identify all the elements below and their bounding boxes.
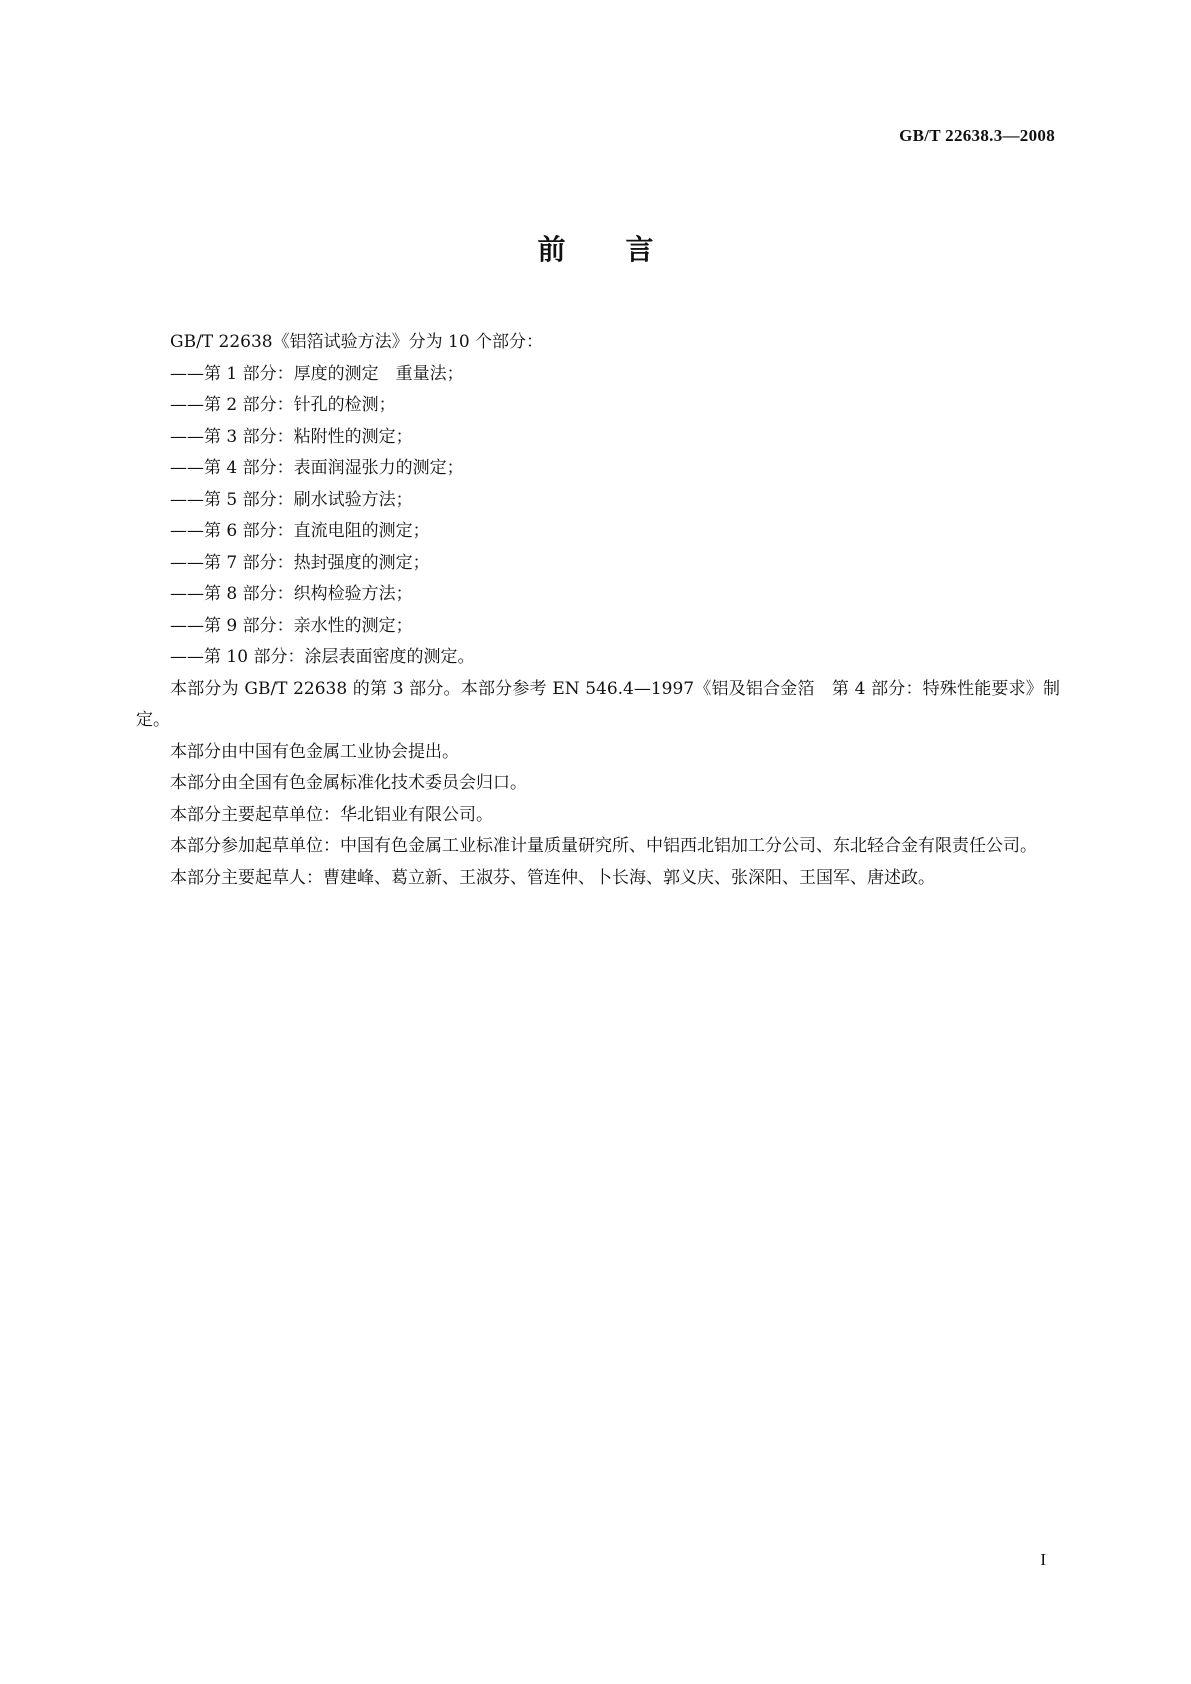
- foreword-body: [136, 327, 1060, 894]
- proposed-by-paragraph: 本部分由中国有色金属工业协会提出。: [170, 741, 459, 762]
- part-list-item: ——第 4 部分：表面润湿张力的测定；: [170, 458, 464, 478]
- intro-paragraph: GB/T 22638《铝箔试验方法》分为 10 个部分：: [170, 332, 544, 352]
- main-drafters-paragraph: 本部分主要起草人：曹建峰、葛立新、王淑芬、管连仲、卜长海、郭义庆、张深阳、王国军、唐述政。: [170, 867, 935, 888]
- main-drafting-unit-paragraph: 本部分主要起草单位：华北铝业有限公司。: [170, 804, 493, 825]
- part-list-item: ——第 8 部分：织构检验方法；: [170, 584, 413, 604]
- part-list-item: ——第 2 部分：针孔的检测；: [170, 395, 396, 415]
- part-list-item: ——第 5 部分：刷水试验方法；: [170, 489, 413, 510]
- standard-code: GB/T 22638.3—2008: [899, 126, 1055, 145]
- participating-units-paragraph: 本部分参加起草单位：中国有色金属工业标准计量质量研究所、中铝西北铝加工分公司、东北轻合金有限责任公司。: [170, 836, 1037, 856]
- part-list-item: ——第 10 部分：涂层表面密度的测定。: [170, 647, 475, 667]
- reference-paragraph: 本部分为 GB/T 22638 的第 3 部分。本部分参考 EN 546.4—1997《铝及铝合金箔 第 4 部分：特殊性能要求》制定。: [136, 678, 1060, 730]
- managed-by-paragraph: 本部分由全国有色金属标准化技术委员会归口。: [170, 773, 527, 793]
- page-number: I: [1040, 1550, 1046, 1569]
- part-list-item: ——第 7 部分：热封强度的测定；: [170, 552, 430, 573]
- part-list-item: ——第 3 部分：粘附性的测定；: [170, 426, 413, 447]
- part-list-item: ——第 9 部分：亲水性的测定；: [170, 615, 413, 636]
- part-list-item: ——第 1 部分：厚度的测定 重量法；: [170, 363, 464, 384]
- part-list-item: ——第 6 部分：直流电阻的测定；: [170, 521, 430, 541]
- page-title: 前言: [537, 233, 714, 266]
